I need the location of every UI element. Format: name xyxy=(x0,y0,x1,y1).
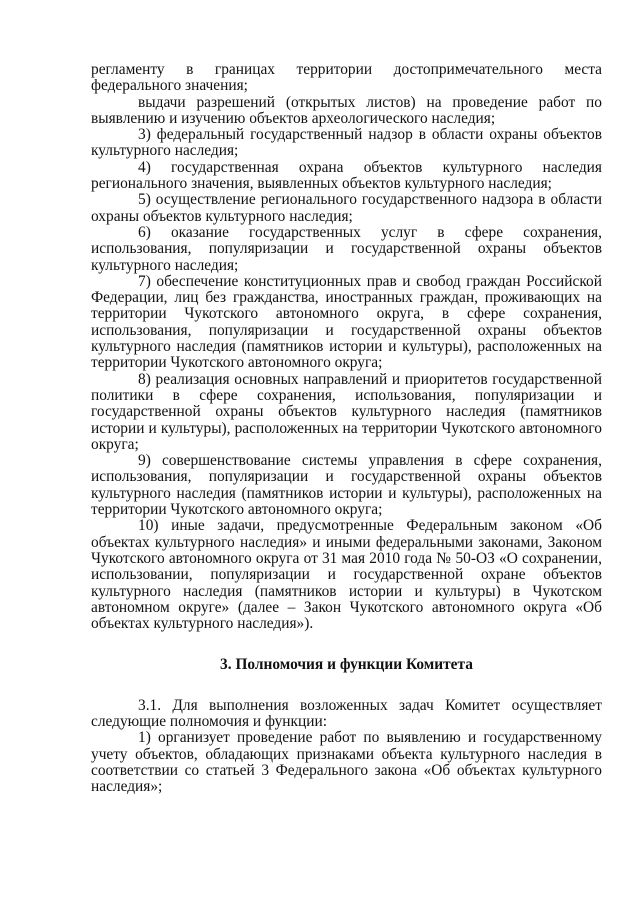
paragraph: 1) организует проведение работ по выявлению и государственному учету объектов, обладающих признаками объекта культурного наследия в соответствии со статьей 3 Федерального закона «Об объектах культурного наследия»; xyxy=(91,729,602,796)
paragraphs-before xyxy=(91,62,602,632)
paragraph: 4) государственная охрана объектов культурного наследия регионального значения, выявленных объектов культурного наследия; xyxy=(91,158,602,193)
paragraph: 10) иные задачи, предусмотренные Федеральным законом «Об объектах культурного наследия» и иными федеральными законами, Законом Чукотского автономного округа от 31 мая 2010 года № 50-ОЗ «О сохранении, использовании, популяризации и государственной охране объектов культурного наследия (памятников истории и культуры) в Чукотском автономном округе» (далее – Закон Чукотского автономного округа «Об объектах культурного наследия»). xyxy=(91,517,602,633)
paragraph: 7) обеспечение конституционных прав и свобод граждан Российской Федерации, лиц без гражданства, иностранных граждан, проживающих на территории Чукотского автономного округа, в сфере сохранения, использования, популяризации и государственной охраны объектов культурного наследия (памятников истории и культуры), расположенных на территории Чукотского автономного округа; xyxy=(91,272,602,372)
paragraphs-after xyxy=(91,698,602,796)
section-heading: 3. Полномочия и функции Комитета xyxy=(220,656,473,674)
paragraph: выдачи разрешений (открытых листов) на проведение работ по выявлению и изучению объектов археологического наследия; xyxy=(91,93,602,127)
paragraph: 8) реализация основных направлений и приоритетов государственной политики в сфере сохранения, использования, популяризации и государственной охраны объектов культурного наследия (памятников истории и культуры), расположенных на территории Чукотского автономного округа; xyxy=(91,370,602,453)
paragraph: 5) осуществление регионального государственного надзора в области охраны объектов культурного наследия; xyxy=(91,191,602,225)
paragraph: 3.1. Для выполнения возложенных задач Комитет осуществляет следующие полномочия и функции: xyxy=(91,696,602,730)
paragraph: регламенту в границах территории достопримечательного места федерального значения; xyxy=(91,61,602,95)
paragraph: 3) федеральный государственный надзор в области охраны объектов культурного наследия; xyxy=(91,126,602,160)
paragraph: 9) совершенствование системы управления в сфере сохранения, использования, популяризации и государственной охраны объектов культурного наследия (памятников истории и культуры), расположенных на территории Чукотского автономного округа; xyxy=(91,452,602,519)
document-body xyxy=(91,62,602,795)
paragraph: 6) оказание государственных услуг в сфере сохранения, использования, популяризации и государственной охраны объектов культурного наследия; xyxy=(91,223,602,274)
